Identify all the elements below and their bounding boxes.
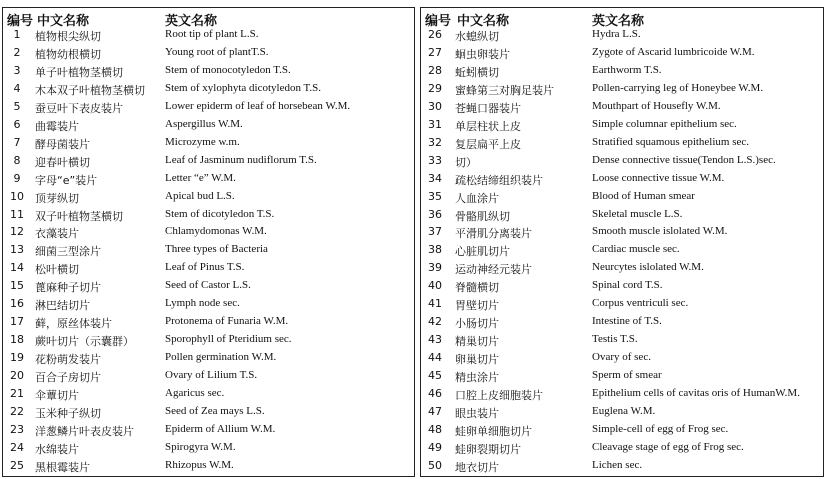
header-num: 编号 (7, 14, 34, 29)
table-row (3, 369, 414, 387)
row-chinese-name: 百合子房切片 (35, 371, 101, 385)
row-chinese-name: 单层柱状上皮 (455, 119, 521, 133)
row-number: 22 (10, 404, 24, 418)
table-row (421, 190, 823, 208)
row-chinese-name: 洋葱鳞片叶表皮装片 (35, 424, 134, 438)
row-number: 9 (13, 171, 21, 185)
row-english-name: Protonema of Funaria W.M. (165, 315, 289, 328)
row-number: 4 (13, 81, 21, 95)
row-chinese-name: 胃壁切片 (455, 299, 499, 313)
row-number: 6 (13, 117, 21, 131)
row-chinese-name: 迎春叶横切 (35, 155, 90, 169)
table-row (3, 100, 414, 118)
table-row (421, 172, 823, 190)
row-number: 29 (428, 81, 442, 95)
row-english-name: Stratified squamous epithelium sec. (592, 135, 750, 148)
row-english-name: Seed of Castor L.S. (165, 279, 251, 292)
row-chinese-name: 人血涂片 (455, 191, 499, 205)
row-chinese-name: 酵母菌装片 (35, 137, 90, 151)
row-chinese-name: 藓，原丝体装片 (35, 317, 112, 331)
row-number: 33 (428, 153, 442, 167)
row-chinese-name: 复层扁平上皮 (455, 137, 521, 151)
row-english-name: Apical bud L.S. (165, 189, 235, 202)
row-chinese-name: 精巢切片 (455, 335, 499, 349)
table-row (421, 297, 823, 315)
row-number: 25 (10, 458, 24, 472)
row-number: 7 (13, 135, 21, 149)
row-chinese-name: 疏松结缔组织装片 (455, 173, 543, 187)
row-number: 47 (428, 404, 442, 418)
row-chinese-name: 精虫涂片 (455, 371, 499, 385)
row-chinese-name: 苍蝇口器装片 (455, 101, 521, 115)
row-chinese-name: 单子叶植物茎横切 (35, 65, 123, 79)
row-english-name: Aspergillus W.M. (165, 117, 243, 130)
row-number: 17 (10, 315, 24, 329)
row-chinese-name: 脊髓横切 (455, 281, 499, 295)
row-chinese-name: 平滑肌分离装片 (455, 227, 532, 241)
row-chinese-name: 蚕豆叶下表皮装片 (35, 101, 123, 115)
row-chinese-name: 眼虫装片 (455, 406, 499, 420)
row-english-name: Chlamydomonas W.M. (165, 225, 267, 238)
row-number: 36 (428, 207, 442, 221)
row-english-name: Lower epiderm of leaf of horsebean W.M. (165, 99, 351, 112)
table-row (421, 28, 823, 46)
row-english-name: Epiderm of Allium W.M. (165, 422, 276, 435)
row-number: 42 (428, 315, 442, 329)
header-en: 英文名称 (592, 14, 645, 29)
row-english-name: Stem of dicotyledon T.S. (165, 207, 275, 220)
row-chinese-name: 细菌三型涂片 (35, 245, 101, 259)
table-row (3, 405, 414, 423)
row-english-name: Euglena W.M. (592, 404, 656, 417)
row-chinese-name: 花粉萌发装片 (35, 353, 101, 367)
row-chinese-name: 蚯蚓横切 (455, 65, 499, 79)
row-english-name: Sporophyll of Pteridium sec. (165, 333, 292, 346)
row-number: 3 (13, 63, 21, 77)
row-chinese-name: 双子叶植物茎横切 (35, 209, 123, 223)
row-number: 11 (10, 207, 24, 221)
row-chinese-name: 衣藻装片 (35, 227, 79, 241)
table-row (3, 261, 414, 279)
table-row (3, 351, 414, 369)
header-en: 英文名称 (165, 14, 218, 29)
row-english-name: Neurcytes islolated W.M. (592, 261, 704, 274)
row-english-name: Agaricus sec. (165, 387, 225, 399)
row-english-name: Stem of xylophyta dicotyledon T.S. (165, 81, 322, 94)
table-row (421, 333, 823, 351)
row-number: 14 (10, 261, 24, 275)
row-number: 26 (428, 28, 442, 41)
table-row (3, 208, 414, 226)
row-english-name: Root tip of plant L.S. (165, 28, 259, 40)
row-english-name: Dense connective tissue(Tendon L.S.)sec. (592, 153, 776, 166)
table-row (421, 82, 823, 100)
row-number: 37 (428, 225, 442, 239)
row-number: 10 (10, 189, 24, 203)
row-english-name: Seed of Zea mays L.S. (165, 404, 265, 417)
table-row (421, 279, 823, 297)
header-cn: 中文名称 (457, 14, 510, 29)
table-row (421, 46, 823, 64)
row-english-name: Intestine of T.S. (592, 315, 662, 328)
row-chinese-name: 水绵装片 (35, 442, 79, 456)
row-chinese-name: 木本双子叶植物茎横切 (35, 83, 145, 97)
row-english-name: Simple-cell of egg of Frog sec. (592, 422, 729, 435)
table-row (3, 333, 414, 351)
row-number: 8 (13, 153, 21, 167)
row-number: 28 (428, 63, 442, 77)
table-row (421, 261, 823, 279)
row-chinese-name: 植物幼根横切 (35, 47, 101, 61)
row-english-name: Leaf of Pinus T.S. (165, 261, 245, 274)
row-chinese-name: 松叶横切 (35, 263, 79, 277)
row-chinese-name: 小肠切片 (455, 317, 499, 331)
row-chinese-name: 蛙卵裂期切片 (455, 442, 521, 456)
row-number: 39 (428, 261, 442, 275)
row-number: 31 (428, 117, 442, 131)
row-english-name: Lichen sec. (592, 458, 643, 471)
row-number: 21 (10, 387, 24, 400)
row-english-name: Three types of Bacteria (165, 243, 268, 256)
row-english-name: Ovary of sec. (592, 351, 651, 364)
row-chinese-name: 淋巴结切片 (35, 299, 90, 313)
row-english-name: Spirogyra W.M. (165, 440, 236, 453)
table-row (3, 136, 414, 154)
row-number: 45 (428, 369, 442, 383)
row-english-name: Pollen germination W.M. (165, 351, 277, 364)
table-row (3, 118, 414, 136)
row-chinese-name: 蓖麻种子切片 (35, 281, 101, 295)
row-number: 30 (428, 99, 442, 113)
row-number: 27 (428, 45, 442, 59)
row-number: 24 (10, 440, 24, 454)
row-english-name: Pollen-carrying leg of Honeybee W.M. (592, 81, 764, 94)
row-chinese-name: 口腔上皮细胞装片 (455, 389, 543, 402)
row-english-name: Zygote of Ascarid lumbricoide W.M. (592, 45, 755, 58)
row-number: 35 (428, 189, 442, 203)
table-row (3, 64, 414, 82)
row-english-name: Cardiac muscle sec. (592, 243, 680, 256)
table-row (421, 423, 823, 441)
table-row (3, 297, 414, 315)
row-english-name: Spinal cord T.S. (592, 279, 663, 292)
table-row (3, 387, 414, 405)
row-english-name: Mouthpart of Housefly W.M. (592, 99, 721, 112)
table-row (3, 315, 414, 333)
table-row (421, 208, 823, 226)
row-number: 20 (10, 369, 24, 383)
table-row (3, 225, 414, 243)
table-row (3, 46, 414, 64)
row-english-name: Leaf of Jasminum nudiflorum T.S. (165, 153, 317, 166)
row-chinese-name: 切） (455, 155, 477, 169)
row-english-name: Sperm of smear (592, 369, 662, 382)
row-chinese-name: 黑根霉装片 (35, 460, 90, 474)
row-number: 49 (428, 440, 442, 454)
row-english-name: Smooth muscle islolated W.M. (592, 225, 728, 238)
row-english-name: Young root of plantT.S. (165, 45, 269, 58)
row-english-name: Hydra L.S. (592, 28, 641, 40)
row-number: 1 (13, 28, 21, 41)
table-row (421, 100, 823, 118)
row-english-name: Blood of Human smear (592, 189, 695, 202)
table-row (3, 172, 414, 190)
row-english-name: Lymph node sec. (165, 297, 240, 310)
row-english-name: Microzyme w.m. (165, 135, 240, 148)
row-chinese-name: 心脏肌切片 (455, 245, 510, 259)
row-chinese-name: 蜜蜂第三对胸足装片 (455, 83, 554, 97)
row-number: 48 (428, 422, 442, 436)
row-chinese-name: 运动神经元装片 (455, 263, 532, 277)
table-row (421, 369, 823, 387)
row-english-name: Ovary of Lilium T.S. (165, 369, 258, 382)
row-chinese-name: 骨骼肌纵切 (455, 209, 510, 223)
row-chinese-name: 蛔虫卵装片 (455, 47, 510, 61)
row-chinese-name: 蕨叶切片（示囊群） (35, 335, 134, 349)
row-chinese-name: 顶芽纵切 (35, 191, 79, 205)
row-english-name: Simple columnar epithelium sec. (592, 117, 737, 130)
table-row (421, 405, 823, 423)
row-english-name: Letter “e” W.M. (165, 171, 236, 184)
row-number: 44 (428, 351, 442, 365)
row-chinese-name: 水螅纵切 (455, 30, 499, 43)
row-english-name: Cleavage stage of egg of Frog sec. (592, 440, 744, 453)
table-row (3, 441, 414, 459)
row-number: 38 (428, 243, 442, 257)
row-number: 46 (428, 387, 442, 400)
row-number: 12 (10, 225, 24, 239)
table-row (421, 225, 823, 243)
table-row (3, 82, 414, 100)
table-row (421, 459, 823, 477)
row-chinese-name: 卵巢切片 (455, 353, 499, 367)
row-number: 41 (428, 297, 442, 311)
table-row (3, 190, 414, 208)
row-number: 32 (428, 135, 442, 149)
row-english-name: Skeletal muscle L.S. (592, 207, 683, 220)
table-row (3, 459, 414, 477)
row-number: 5 (13, 99, 21, 113)
row-number: 18 (10, 333, 24, 347)
row-chinese-name: 植物根尖纵切 (35, 30, 101, 43)
row-number: 19 (10, 351, 24, 365)
row-english-name: Testis T.S. (592, 333, 638, 346)
row-number: 34 (428, 171, 442, 185)
row-english-name: Stem of monocotyledon T.S. (165, 63, 291, 76)
row-english-name: Loose connective tissue W.M. (592, 171, 725, 184)
left-table (2, 7, 415, 477)
row-english-name: Earthworm T.S. (592, 63, 662, 76)
row-number: 15 (10, 279, 24, 293)
table-row (421, 441, 823, 459)
table-row (421, 243, 823, 261)
row-number: 13 (10, 243, 24, 257)
row-number: 16 (10, 297, 24, 311)
table-row (421, 118, 823, 136)
table-row (421, 154, 823, 172)
row-chinese-name: 伞蕈切片 (35, 389, 79, 402)
table-row (421, 351, 823, 369)
row-number: 2 (13, 45, 21, 59)
table-row (421, 387, 823, 405)
table-row (421, 315, 823, 333)
row-number: 50 (428, 458, 442, 472)
table-row (3, 28, 414, 46)
row-chinese-name: 玉米种子纵切 (35, 406, 101, 420)
header-cn: 中文名称 (37, 14, 90, 29)
row-chinese-name: 曲霉装片 (35, 119, 79, 133)
right-table (420, 7, 824, 477)
row-number: 43 (428, 333, 442, 347)
table-row (421, 136, 823, 154)
table-row (421, 64, 823, 82)
row-chinese-name: 地衣切片 (455, 460, 499, 474)
row-number: 23 (10, 422, 24, 436)
table-row (3, 154, 414, 172)
row-chinese-name: 字母“e”装片 (35, 173, 98, 187)
row-english-name: Epithelium cells of cavitas oris of HumanW.M. (592, 387, 800, 399)
row-english-name: Rhizopus W.M. (165, 458, 234, 471)
table-row (3, 243, 414, 261)
row-english-name: Corpus ventriculi sec. (592, 297, 689, 310)
row-chinese-name: 蛙卵单细胞切片 (455, 424, 532, 438)
table-row (3, 423, 414, 441)
row-number: 40 (428, 279, 442, 293)
table-row (3, 279, 414, 297)
header-num: 编号 (425, 14, 452, 29)
